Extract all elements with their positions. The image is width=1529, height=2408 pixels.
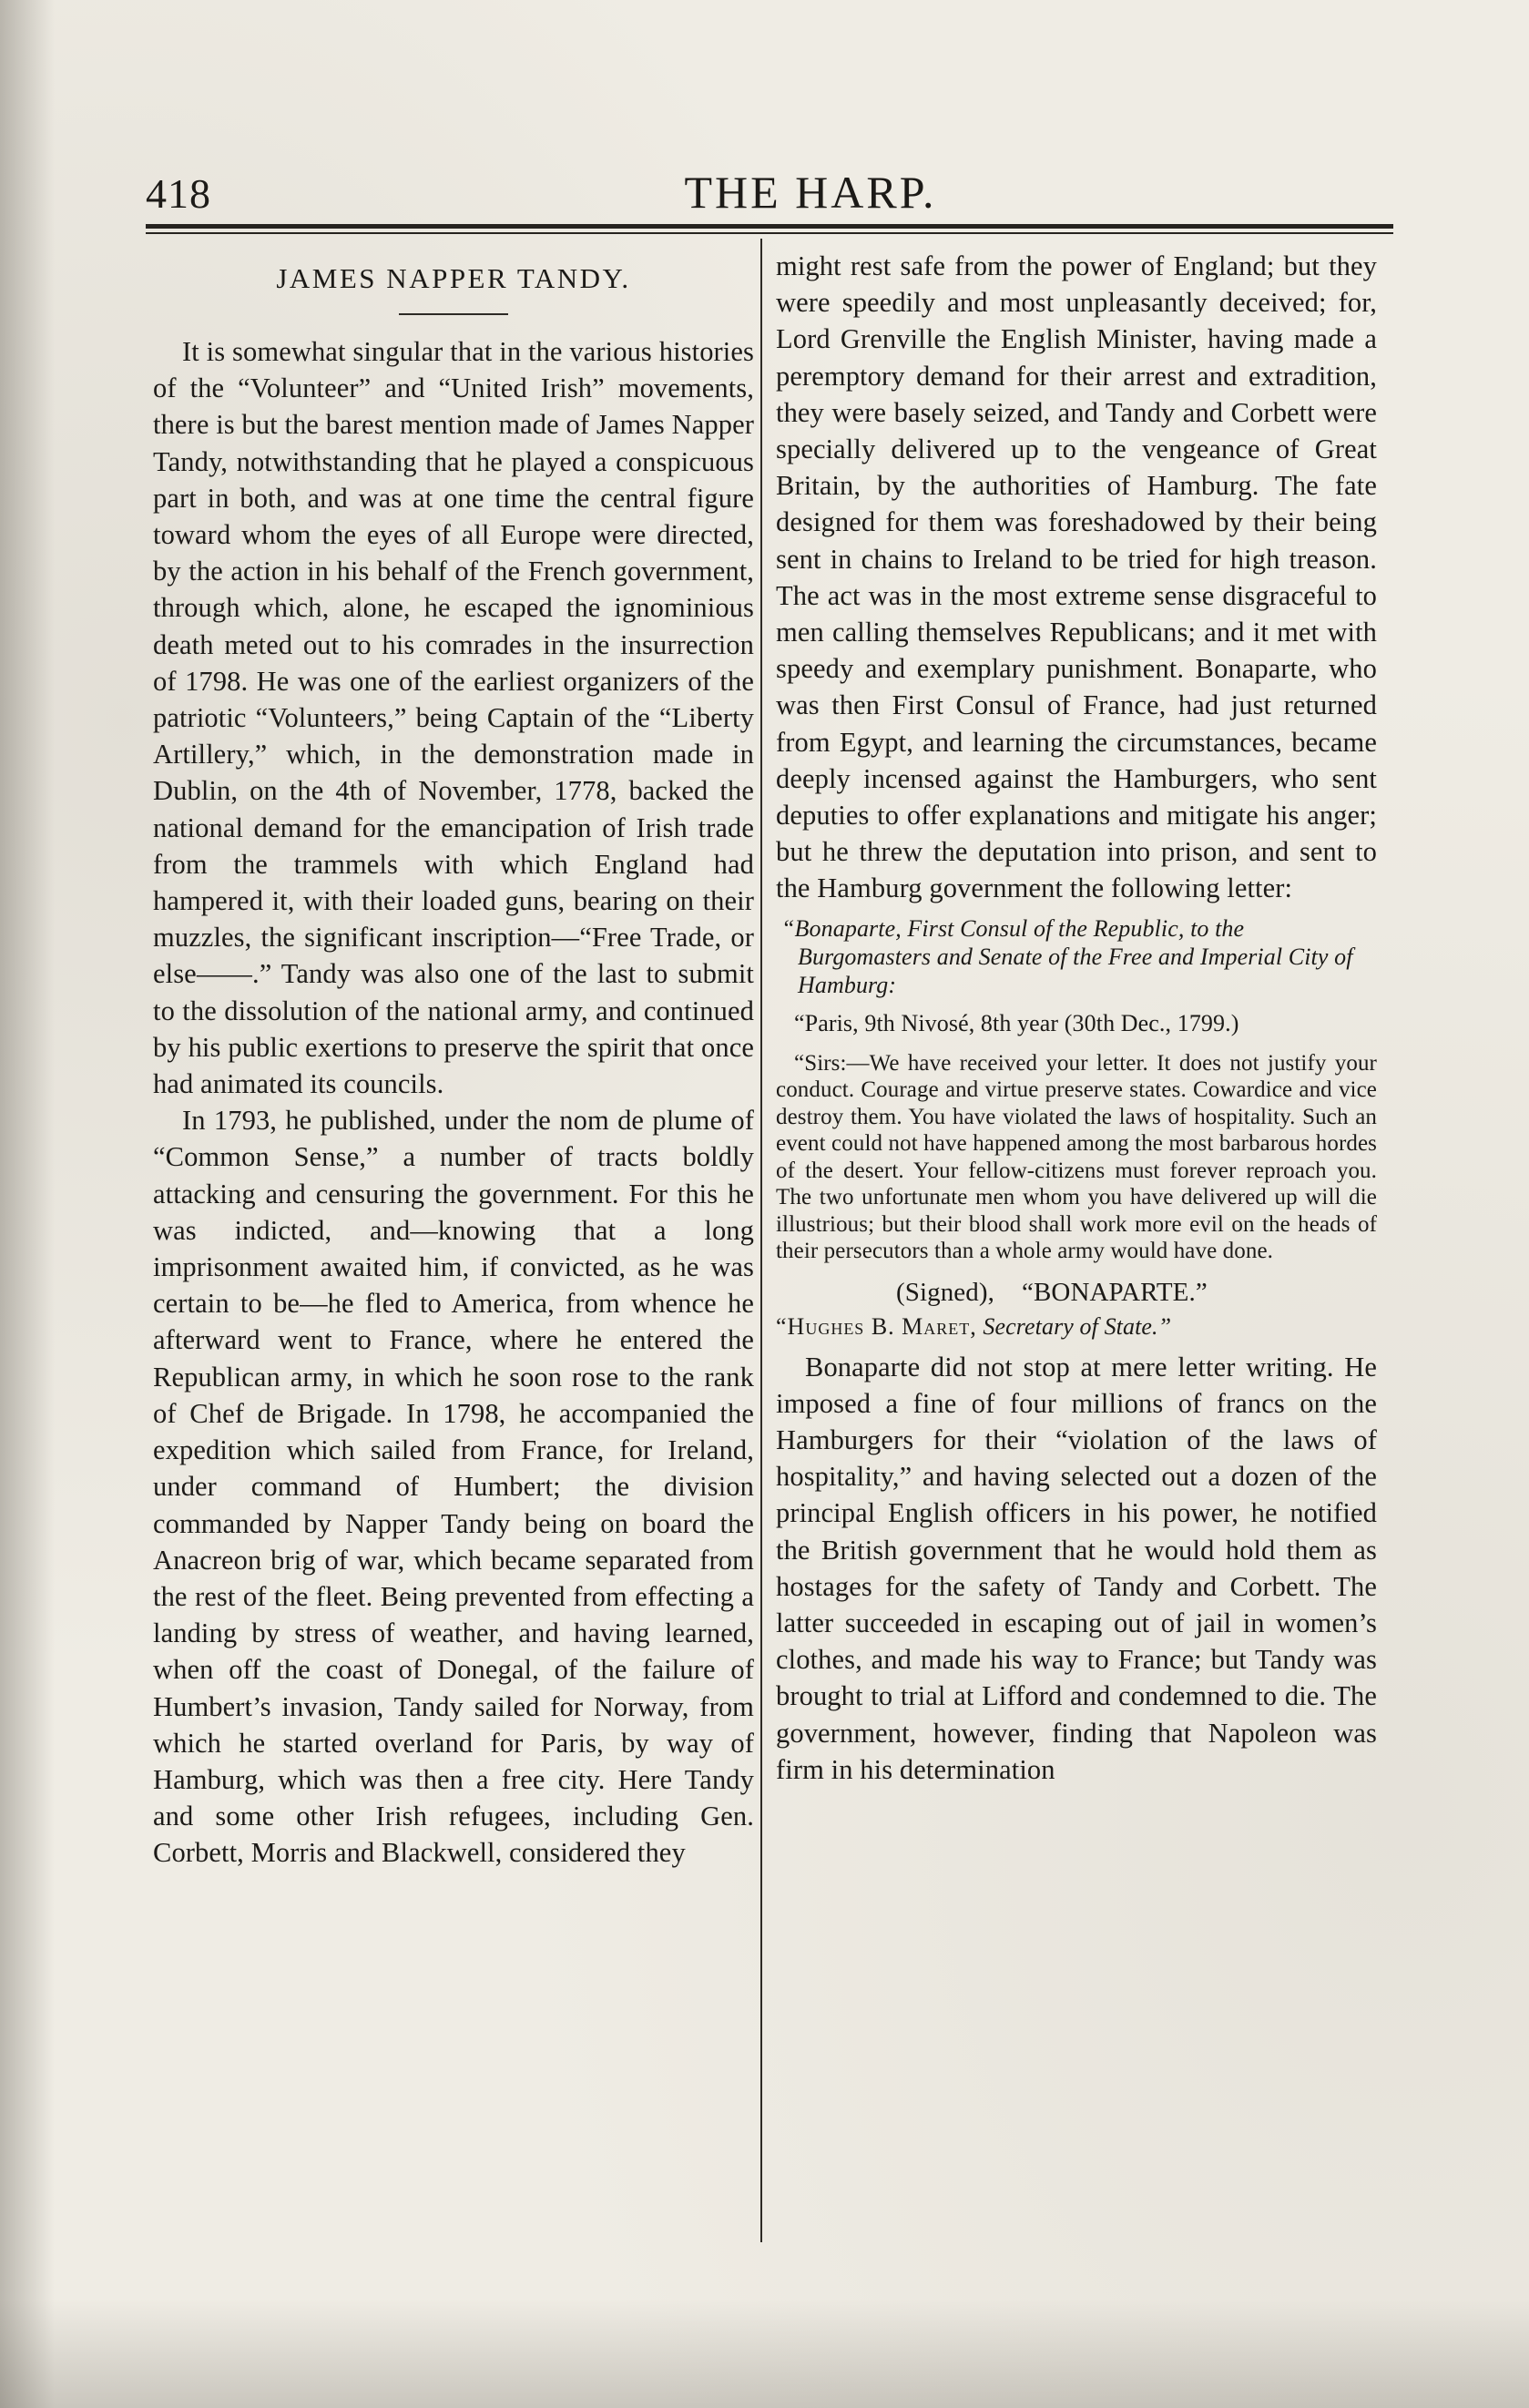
header-rule-thick <box>146 224 1393 229</box>
paragraph-1: It is somewhat singular that in the various histories of the “Volunteer” and “United Irish” movements, there is but the barest mention made of James Napper Tandy, notwithstanding that he played a conspicuous part in both, and was at one time the central figure toward whom the eyes of all Europe were directed, by the action in his behalf of the French government, through which, alone, he escaped the ignominious death meted out to his comrades in the insurrection of 1798. He was one of the earliest organizers of the patriotic “Volunteers,” being Captain of the “Liberty Artillery,” which, in the demonstration made in Dublin, on the 4th of November, 1778, backed the national demand for the emancipation of Irish trade from the trammels with which England had hampered it, with their loaded guns, bearing on their muzzles, the significant inscription—“Free Trade, or else——.” Tandy was also one of the last to submit to the dissolution of the national army, and continued by his public exertions to preserve the spirit that once had animated its councils. <box>153 336 754 1100</box>
letter-body: “Sirs:—We have received your letter. It does not justify your conduct. Courage and virtue preserve states. Cowardice and vice destroy them. You have violated the laws of hospitality. Such an event could not have happened among the most barbarous hordes of the desert. Your fellow-citizens must forever reproach you. The two unfortunate men whom you have delivered up will die illustrious; but their blood shall work more evil on the heads of their persecutors than a whole army would have done. <box>776 1050 1377 1264</box>
secretary-name: “Hughes B. Maret, <box>776 1312 977 1340</box>
article-title: JAMES NAPPER TANDY. <box>276 262 631 294</box>
page-header <box>146 160 1393 224</box>
paragraph-3: Bonaparte did not stop at mere letter writing. He imposed a fine of four millions of francs on the Hamburgers for their “violation of the laws of hospitality,” and having selected out a dozen of the principal English officers in his power, he notified the British government that he would hold them as hostages for the safety of Tandy and Corbett. The latter succeeded in escaping out of jail in women’s clothes, and made his way to France; but Tandy was brought to trial at Lifford and condemned to die. The government, however, finding that Napoleon was firm in his determination <box>776 1351 1377 1785</box>
letter-heading: “Bonaparte, First Consul of the Republic, to the Burgomasters and Senate of the Free and Imperial City of Hamburg: <box>781 914 1353 998</box>
signed-label: (Signed), <box>895 1277 994 1307</box>
signature: “BONAPARTE.” <box>1022 1277 1208 1307</box>
page-shadow-left <box>0 0 55 2408</box>
running-title: THE HARP. <box>684 167 937 218</box>
page-number: 418 <box>146 170 211 217</box>
left-column <box>153 248 754 1872</box>
right-column <box>776 248 1377 1788</box>
header-rule-thin <box>146 232 1393 234</box>
column-divider <box>760 239 762 2242</box>
letter-signature-line <box>776 1274 1377 1311</box>
letter-date: “Paris, 9th Nivosé, 8th year (30th Dec., 1799.) <box>794 1009 1239 1036</box>
paragraph-2: In 1793, he published, under the nom de plume of “Common Sense,” a number of tracts boldly attacking and censuring the government. For this he was indicted, and—knowing that a long imprisonment awaited him, if convicted, as he was certain to be—he fled to America, from whence he afterward went to France, where he entered the Republican army, in which he soon rose to the rank of Chef de Brigade. In 1798, he accompanied the expedition which sailed from France, for Ireland, under command of Humbert; the division commanded by Napper Tandy being on board the Anacreon brig of war, which became separated from the rest of the fleet. Being prevented from effecting a landing by stress of weather, and having learned, when off the coast of Donegal, of the failure of Humbert’s invasion, Tandy sailed for Norway, from which he started overland for Paris, by way of Hamburg, which was then a free city. Here Tandy and some other Irish refugees, including Gen. Corbett, Morris and Blackwell, considered they <box>153 1105 754 1869</box>
page-shadow-bottom <box>0 2299 1529 2408</box>
secretary-title: Secretary of State.” <box>983 1312 1172 1340</box>
title-rule <box>399 313 508 315</box>
paragraph-continued: might rest safe from the power of England; but they were speedily and most unpleasantly deceived; for, Lord Grenville the English Minister, having made a peremptory demand for their arrest and extradition, they were basely seized, and Tandy and Corbett were specially delivered up to the vengeance of Great Britain, by the authorities of Hamburg. The fate designed for them was foreshadowed by their being sent in chains to Ireland to be tried for high treason. The act was in the most extreme sense disgraceful to men calling themselves Republicans; and it met with speedy and exemplary punishment. Bonaparte, who was then First Consul of France, had just returned from Egypt, and learning the circumstances, became deeply incensed against the Hamburgers, who sent deputies to offer explanations and mitigate his anger; but he threw the deputation into prison, and sent to the Hamburg government the following letter: <box>776 250 1377 904</box>
secretary-line <box>776 1311 1377 1343</box>
